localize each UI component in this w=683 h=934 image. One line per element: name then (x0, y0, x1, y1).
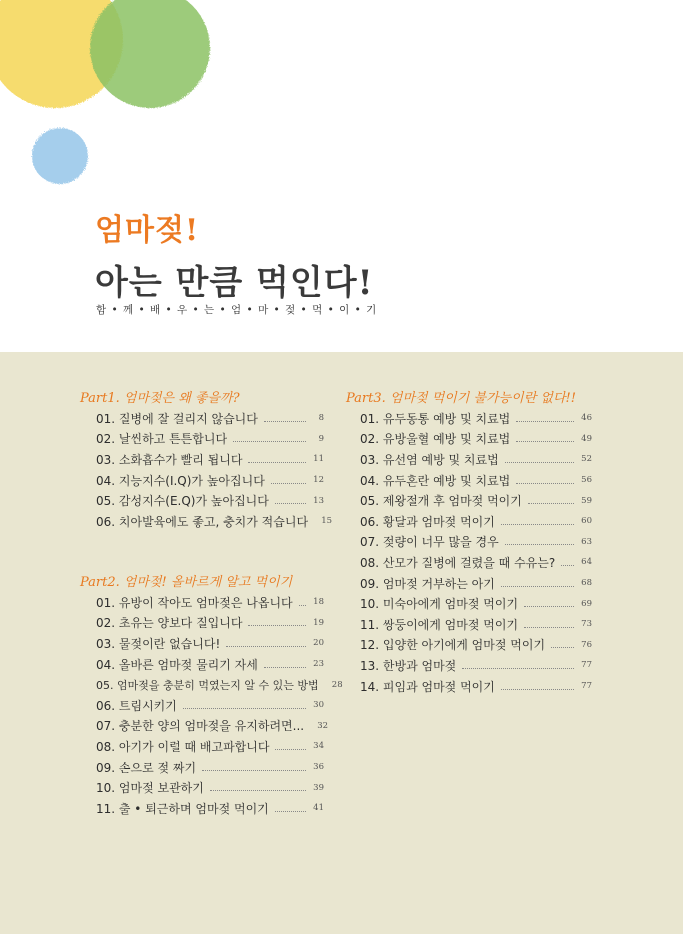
toc-item-label: 08. 산모가 질병에 걸렸을 때 수유는? (360, 555, 556, 570)
toc-item-page: 13 (313, 495, 324, 506)
toc-item-page: 69 (581, 598, 592, 609)
toc-item[interactable] (96, 674, 343, 695)
toc-item[interactable] (360, 429, 592, 450)
toc-item[interactable] (360, 490, 592, 511)
leader-dots (528, 503, 574, 504)
toc-item-page: 64 (581, 557, 592, 568)
leader-dots (271, 483, 306, 484)
toc-item[interactable] (96, 716, 329, 737)
leader-dots (501, 586, 574, 587)
toc-item[interactable] (96, 470, 324, 491)
toc-item-page: 23 (313, 659, 324, 670)
leader-dots (202, 770, 306, 771)
toc-item-page: 68 (581, 578, 592, 589)
toc-item[interactable] (96, 408, 324, 429)
leader-dots (505, 544, 574, 545)
part3-title: Part3. 엄마젖 먹이기 불가능이란 없다!! (346, 391, 576, 406)
toc-item-page: 12 (313, 475, 324, 486)
toc-item-page: 59 (581, 495, 592, 506)
toc-item-label: 03. 유선염 예방 및 치료법 (360, 452, 499, 467)
leader-dots (524, 627, 574, 628)
decorative-circles (0, 0, 230, 200)
leader-dots (516, 441, 574, 442)
toc-item-label: 02. 날씬하고 튼튼합니다 (96, 432, 228, 447)
blue-circle (32, 128, 88, 184)
leader-dots (501, 689, 574, 690)
toc-item[interactable] (96, 654, 324, 675)
leader-dots (248, 625, 306, 626)
toc-item-label: 01. 질병에 잘 걸리지 않습니다 (96, 411, 258, 426)
toc-item-page: 28 (331, 679, 343, 690)
toc-item-label: 01. 유두동통 예방 및 치료법 (360, 411, 511, 426)
toc-item-page: 18 (313, 597, 324, 608)
subtitle: 함 • 께 • 배 • 우 • 는 • 엄 • 마 • 젖 • 먹 • 이 • 기 (96, 304, 378, 316)
toc-item[interactable] (360, 676, 592, 697)
leader-dots (505, 462, 574, 463)
toc-item[interactable] (360, 655, 592, 676)
toc-item-label: 08. 아기가 이럴 때 배고파합니다 (96, 739, 270, 754)
toc-item-page: 63 (581, 536, 592, 547)
toc-item-label: 05. 엄마젖을 충분히 먹였는지 알 수 있는 방법 (96, 678, 319, 692)
leader-dots (299, 605, 306, 606)
leader-dots (264, 667, 306, 668)
toc-item-label: 14. 피임과 엄마젖 먹이기 (360, 679, 495, 694)
toc-item[interactable] (360, 552, 592, 573)
toc-item[interactable] (360, 511, 592, 532)
toc-item[interactable] (96, 613, 324, 634)
toc-item[interactable] (360, 635, 592, 656)
toc-item[interactable] (360, 573, 592, 594)
title-line1: 엄마젖! (95, 213, 200, 248)
toc-item-label: 11. 출 • 퇴근하며 엄마젖 먹이기 (96, 801, 269, 816)
toc-item[interactable] (360, 470, 592, 491)
toc-item[interactable] (96, 511, 333, 532)
toc-item-label: 04. 유두혼란 예방 및 치료법 (360, 473, 511, 488)
leader-dots (516, 421, 574, 422)
toc-item[interactable] (360, 614, 592, 635)
toc-item[interactable] (96, 757, 324, 778)
toc-item-page: 19 (313, 617, 324, 628)
toc-item-page: 36 (313, 762, 324, 773)
toc-item-page: 9 (318, 433, 324, 444)
toc-item[interactable] (96, 429, 324, 450)
toc-item-label: 10. 엄마젖 보관하기 (96, 781, 204, 796)
toc-item-page: 77 (581, 681, 592, 692)
toc-item-page: 8 (318, 413, 324, 424)
leader-dots (561, 565, 574, 566)
leader-dots (462, 668, 574, 669)
toc-item-label: 05. 제왕절개 후 엄마젖 먹이기 (360, 494, 522, 509)
toc-item-label: 01. 유방이 작아도 엄마젖은 나옵니다 (96, 595, 293, 610)
toc-item[interactable] (360, 532, 592, 553)
leader-dots (275, 749, 306, 750)
toc-item[interactable] (96, 633, 324, 654)
toc-item-page: 60 (581, 516, 592, 527)
toc-item-page: 11 (313, 454, 324, 465)
toc-item-page: 76 (581, 639, 592, 650)
toc-item-label: 06. 황달과 엄마젖 먹이기 (360, 514, 495, 529)
toc-item-page: 32 (317, 720, 329, 731)
toc-item-label: 02. 초유는 양보다 질입니다 (96, 616, 243, 631)
toc-item[interactable] (360, 408, 592, 429)
toc-item-page: 15 (321, 516, 333, 527)
toc-item-page: 30 (313, 700, 324, 711)
toc-item[interactable] (96, 736, 324, 757)
toc-item[interactable] (96, 798, 324, 819)
title-line2: 아는 만큼 먹인다! (95, 263, 374, 303)
part1-list (96, 408, 333, 532)
toc-item-page: 41 (313, 803, 324, 814)
toc-item-label: 09. 손으로 젖 짜기 (96, 760, 197, 775)
toc-item-label: 10. 미숙아에게 엄마젖 먹이기 (360, 597, 519, 612)
toc-item-page: 34 (313, 741, 324, 752)
leader-dots (264, 421, 306, 422)
toc-item-label: 11. 쌍둥이에게 엄마젖 먹이기 (360, 617, 519, 632)
toc-item-page: 39 (313, 782, 324, 793)
toc-item-label: 07. 젖량이 너무 많을 경우 (360, 535, 499, 550)
leader-dots (516, 483, 574, 484)
toc-item-page: 77 (581, 660, 592, 671)
toc-item-label: 05. 감성지수(E.Q)가 높아집니다 (96, 494, 269, 509)
toc-item-page: 52 (581, 454, 592, 465)
leader-dots (233, 441, 306, 442)
toc-item-label: 06. 트림시키기 (96, 698, 177, 713)
toc-item-page: 73 (581, 619, 592, 630)
toc-item[interactable] (96, 695, 324, 716)
part1-title: Part1. 엄마젖은 왜 좋을까? (80, 391, 240, 406)
toc-item[interactable] (96, 777, 324, 798)
toc-item[interactable] (96, 490, 324, 511)
toc-item-label: 12. 입양한 아기에게 엄마젖 먹이기 (360, 638, 546, 653)
part2-list (96, 592, 343, 819)
toc-item-label: 07. 충분한 양의 엄마젖을 유지하려면... (96, 719, 305, 734)
leader-dots (183, 708, 306, 709)
leader-dots (551, 647, 574, 648)
part3-list (360, 408, 592, 696)
toc-item-label: 09. 엄마젖 거부하는 아기 (360, 576, 495, 591)
toc-item[interactable] (360, 593, 592, 614)
leader-dots (226, 646, 306, 647)
toc-item-page: 46 (581, 413, 592, 424)
toc-item-page: 49 (581, 433, 592, 444)
leader-dots (210, 790, 306, 791)
leader-dots (524, 606, 574, 607)
toc-item-page: 56 (581, 475, 592, 486)
toc-item-label: 06. 치아발육에도 좋고, 충치가 적습니다 (96, 514, 309, 529)
green-circle (90, 0, 210, 108)
leader-dots (275, 503, 306, 504)
title-area (0, 0, 683, 352)
toc-item-label: 04. 올바른 엄마젖 물리기 자세 (96, 657, 258, 672)
part2-title: Part2. 엄마젖! 올바르게 알고 먹이기 (80, 575, 293, 590)
toc-item-label: 03. 소화흡수가 빨리 됩니다 (96, 452, 243, 467)
toc-item[interactable] (96, 592, 324, 613)
toc-item-page: 20 (313, 638, 324, 649)
toc-item-label: 13. 한방과 엄마젖 (360, 658, 457, 673)
leader-dots (275, 811, 306, 812)
toc-item-label: 03. 물젖이란 없습니다! (96, 636, 221, 651)
toc-item-label: 04. 지능지수(I.Q)가 높아집니다 (96, 473, 265, 488)
leader-dots (501, 524, 574, 525)
leader-dots (248, 462, 306, 463)
toc-item[interactable] (96, 449, 324, 470)
toc-item[interactable] (360, 449, 592, 470)
toc-item-label: 02. 유방울혈 예방 및 치료법 (360, 432, 511, 447)
